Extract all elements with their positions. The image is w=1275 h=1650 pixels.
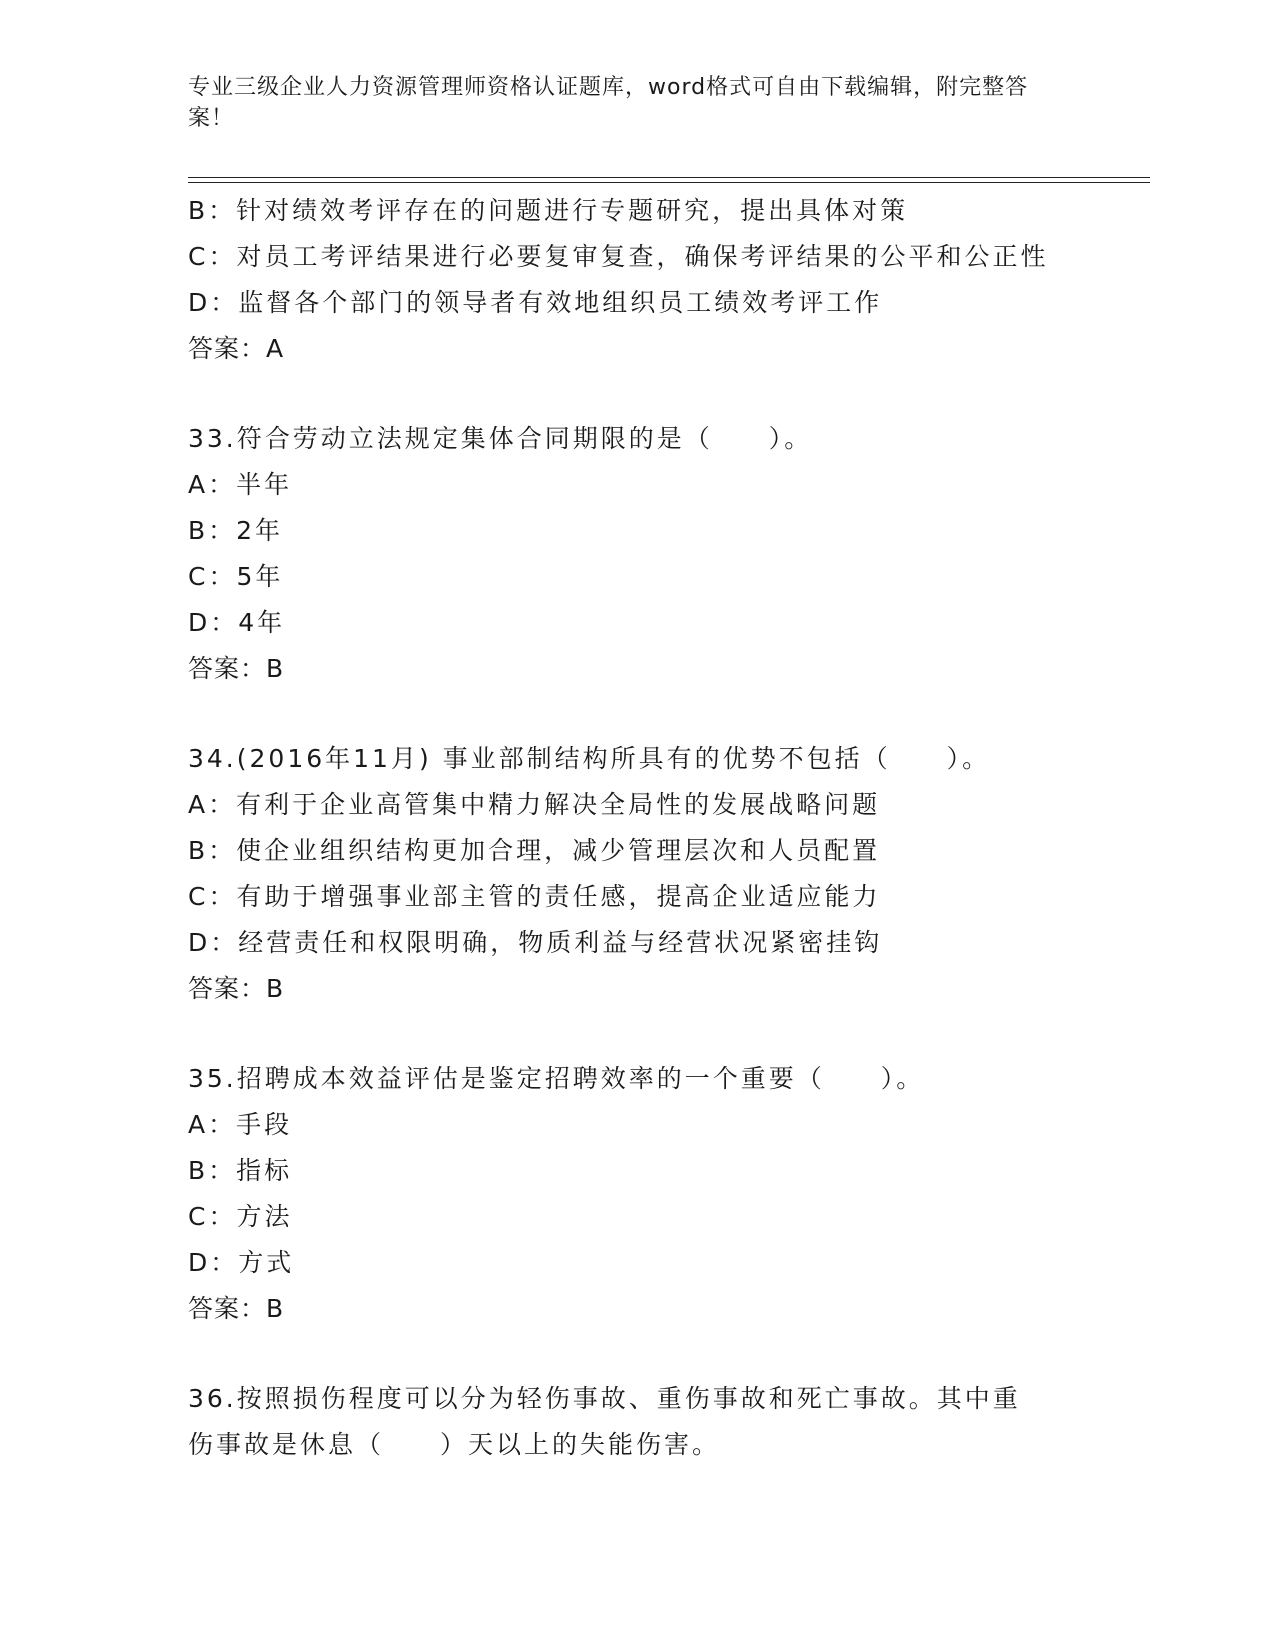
question-block-35 <box>188 1056 1088 1332</box>
header-rule-top <box>188 177 1150 178</box>
header-rule-bottom <box>188 182 1150 183</box>
option-c: C：方法 <box>188 1202 293 1231</box>
question-block-34 <box>188 736 1088 1012</box>
option-a: A：有利于企业高管集中精力解决全局性的发展战略问题 <box>188 790 881 819</box>
option-c: C：5年 <box>188 562 284 591</box>
option-d: D：方式 <box>188 1248 295 1277</box>
option-b: B：指标 <box>188 1156 293 1185</box>
option-b: B：针对绩效考评存在的问题进行专题研究，提出具体对策 <box>188 196 909 225</box>
question-text: 35.招聘成本效益评估是鉴定招聘效率的一个重要（ ）。 <box>188 1064 925 1093</box>
option-d: D：4年 <box>188 608 286 637</box>
option-c: C：对员工考评结果进行必要复审复查，确保考评结果的公平和公正性 <box>188 242 1049 271</box>
page-header: 专业三级企业人力资源管理师资格认证题库，word格式可自由下载编辑，附完整答案！ <box>188 75 1029 131</box>
answer-label: 答案：B <box>188 654 285 683</box>
option-d: D：监督各个部门的领导者有效地组织员工绩效考评工作 <box>188 288 883 317</box>
option-b: B：使企业组织结构更加合理，减少管理层次和人员配置 <box>188 836 881 865</box>
question-block-36 <box>188 1376 1088 1468</box>
answer-label: 答案：A <box>188 334 285 363</box>
option-d: D：经营责任和权限明确，物质利益与经营状况紧密挂钩 <box>188 928 883 957</box>
option-a: A：手段 <box>188 1110 293 1139</box>
answer-label: 答案：B <box>188 1294 285 1323</box>
option-c: C：有助于增强事业部主管的责任感，提高企业适应能力 <box>188 882 881 911</box>
question-block-33 <box>188 416 1088 692</box>
question-block-32 <box>188 188 1088 372</box>
option-b: B：2年 <box>188 516 284 545</box>
question-text: 33.符合劳动立法规定集体合同期限的是（ ）。 <box>188 424 813 453</box>
answer-label: 答案：B <box>188 974 285 1003</box>
option-a: A：半年 <box>188 470 293 499</box>
question-text: 34.(2016年11月) 事业部制结构所具有的优势不包括（ ）。 <box>188 744 991 773</box>
question-text: 36.按照损伤程度可以分为轻伤事故、重伤事故和死亡事故。其中重伤事故是休息（ ）天以上的失能伤害。 <box>188 1384 1021 1459</box>
question-list <box>188 188 1088 1468</box>
